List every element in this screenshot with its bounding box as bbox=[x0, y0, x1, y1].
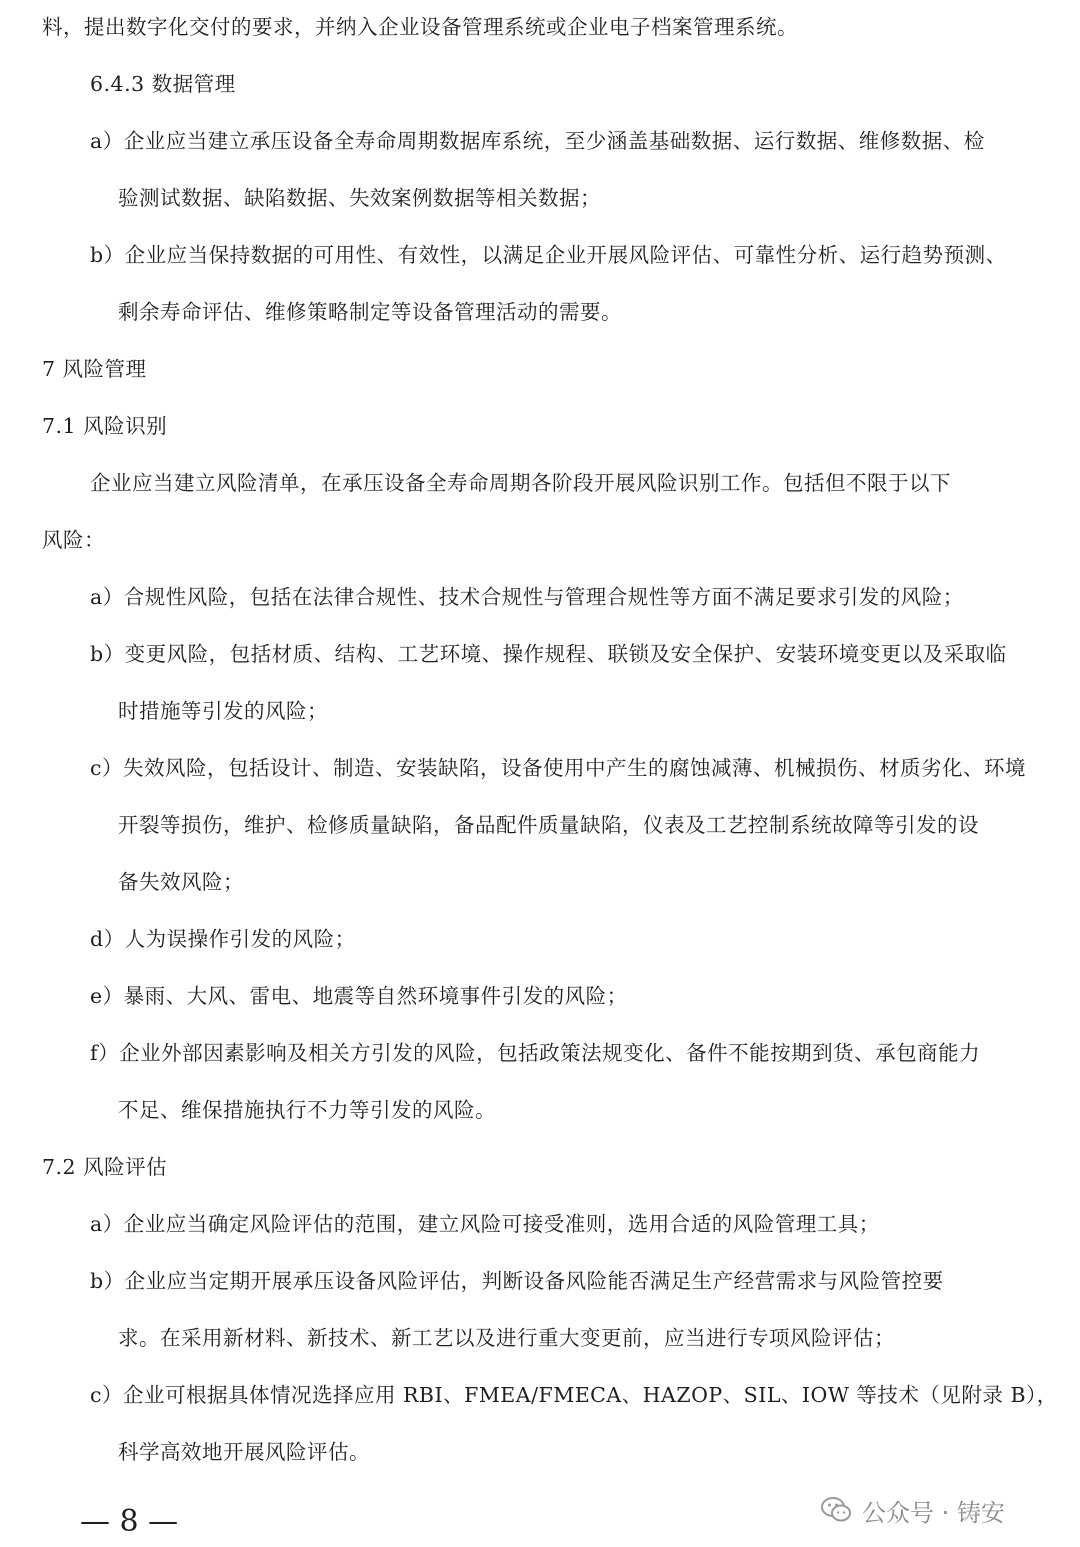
paragraph-line: 企业应当建立风险清单，在承压设备全寿命周期各阶段开展风险识别工作。包括但不限于以下 bbox=[90, 471, 951, 495]
list-item-line: a）企业应当建立承压设备全寿命周期数据库系统，至少涵盖基础数据、运行数据、维修数据、检 bbox=[90, 129, 985, 153]
page-number: — 8 — bbox=[80, 1504, 179, 1539]
wechat-icon bbox=[820, 1495, 852, 1525]
section-heading-7-2: 7.2 风险评估 bbox=[42, 1155, 168, 1179]
list-item-line: a）合规性风险，包括在法律合规性、技术合规性与管理合规性等方面不满足要求引发的风险； bbox=[90, 585, 964, 609]
section-heading-7-1: 7.1 风险识别 bbox=[42, 414, 168, 438]
list-item-line: 剩余寿命评估、维修策略制定等设备管理活动的需要。 bbox=[118, 300, 622, 324]
list-item-line: b）企业应当定期开展承压设备风险评估，判断设备风险能否满足生产经营需求与风险管控要 bbox=[90, 1269, 944, 1293]
list-item-line: f）企业外部因素影响及相关方引发的风险，包括政策法规变化、备件不能按期到货、承包商能力 bbox=[90, 1041, 981, 1065]
watermark bbox=[820, 1490, 1005, 1530]
list-item-line: a）企业应当确定风险评估的范围，建立风险可接受准则，选用合适的风险管理工具； bbox=[90, 1212, 880, 1236]
list-item-line: 不足、维保措施执行不力等引发的风险。 bbox=[118, 1098, 496, 1122]
section-heading-6-4-3: 6.4.3 数据管理 bbox=[90, 72, 236, 96]
list-item-line: 验测试数据、缺陷数据、失效案例数据等相关数据； bbox=[118, 186, 601, 210]
list-item-line: 求。在采用新材料、新技术、新工艺以及进行重大变更前，应当进行专项风险评估； bbox=[118, 1326, 895, 1350]
section-heading-7: 7 风险管理 bbox=[42, 357, 147, 381]
list-item-line: 科学高效地开展风险评估。 bbox=[118, 1440, 370, 1464]
list-item-line: 备失效风险； bbox=[118, 870, 244, 894]
list-item-line: c）企业可根据具体情况选择应用 RBI、FMEA/FMECA、HAZOP、SIL、IOW 等技术（见附录 B）， bbox=[90, 1383, 1058, 1407]
list-item-line: 时措施等引发的风险； bbox=[118, 699, 328, 723]
paragraph-line: 风险： bbox=[42, 528, 105, 552]
list-item-line: e）暴雨、大风、雷电、地震等自然环境事件引发的风险； bbox=[90, 984, 628, 1008]
list-item-line: 开裂等损伤，维护、检修质量缺陷，备品配件质量缺陷，仪表及工艺控制系统故障等引发的设 bbox=[118, 813, 979, 837]
list-item-line: b）企业应当保持数据的可用性、有效性，以满足企业开展风险评估、可靠性分析、运行趋势预测、 bbox=[90, 243, 1007, 267]
paragraph-line: 料，提出数字化交付的要求，并纳入企业设备管理系统或企业电子档案管理系统。 bbox=[42, 15, 798, 39]
list-item-line: b）变更风险，包括材质、结构、工艺环境、操作规程、联锁及安全保护、安装环境变更以及采取临 bbox=[90, 642, 1007, 666]
list-item-line: d）人为误操作引发的风险； bbox=[90, 927, 356, 951]
list-item-line: c）失效风险，包括设计、制造、安装缺陷，设备使用中产生的腐蚀减薄、机械损伤、材质劣化、环境 bbox=[90, 756, 1026, 780]
watermark-text: 公众号 · 铸安 bbox=[862, 1498, 1005, 1527]
